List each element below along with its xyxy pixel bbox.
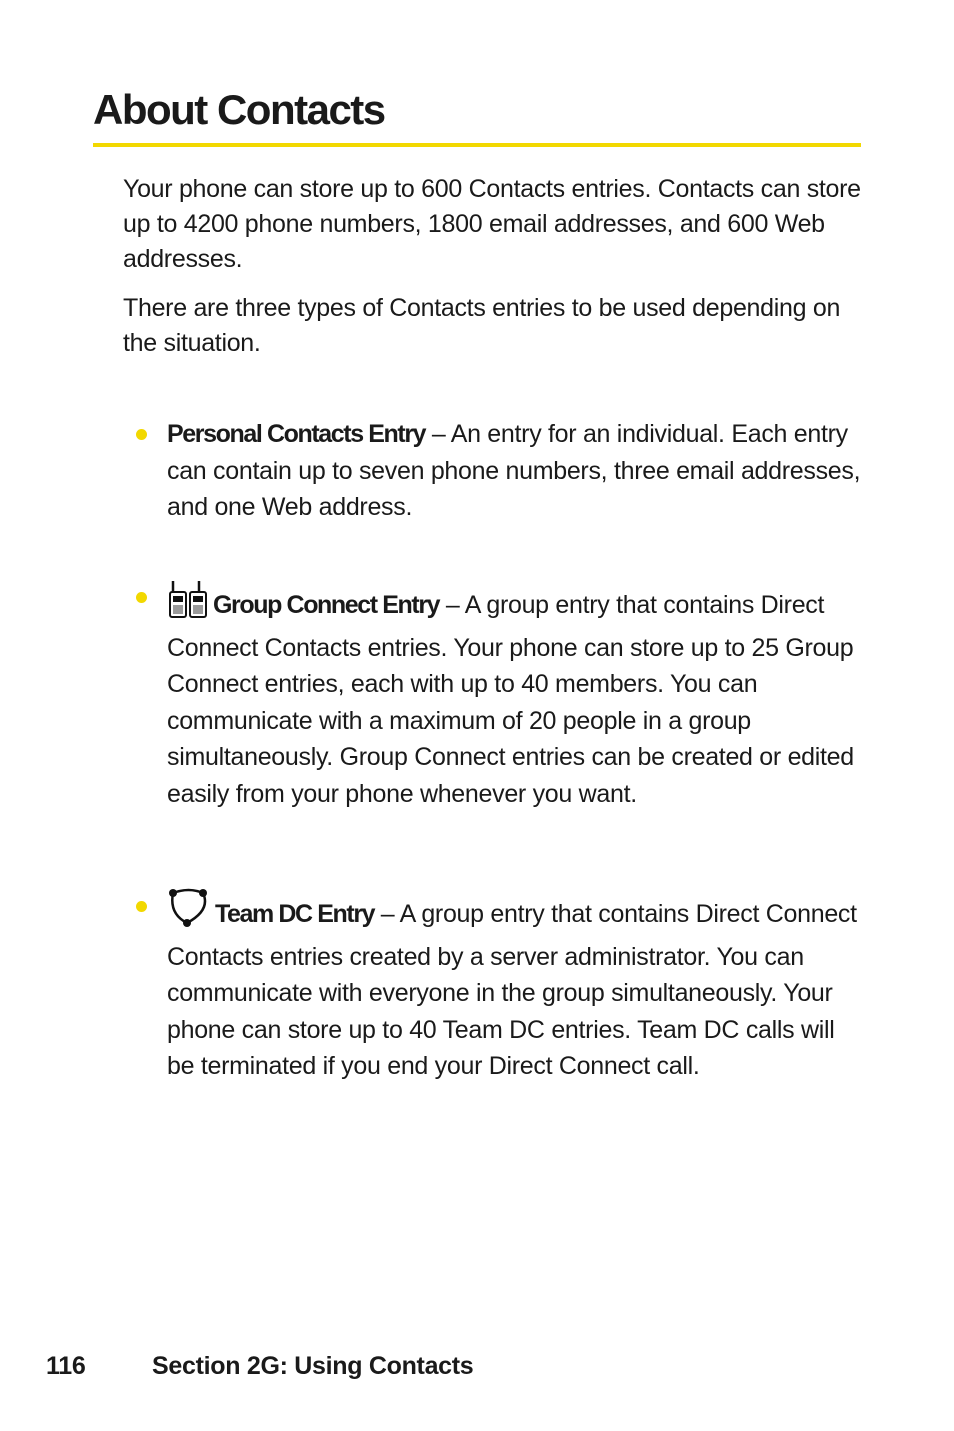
entry-term: Personal Contacts Entry	[167, 420, 426, 448]
entry-description: – A group entry that contains Direct Connect Contacts entries created by a server administrator. You can communicate with everyone in the group simultaneously. Your phone can store up to 40 Team DC entries. Team DC calls will be terminated if you end your Direct Connect call.	[167, 900, 857, 1080]
intro-section	[123, 172, 863, 375]
entry-term: Team DC Entry	[215, 900, 375, 928]
page-number: 116	[46, 1352, 86, 1380]
intro-paragraph-2: There are three types of Contacts entries to be used depending on the situation.	[123, 294, 841, 357]
entry-description: – A group entry that contains Direct Connect Contacts entries. Your phone can store up to 25 Group Connect entries, each with up to 40 members. You can communicate with a maximum of 20 people in a group simultaneously. Group Connect entries can be created or edited easily from your phone whenever you want.	[167, 591, 854, 808]
list-item-group-connect	[167, 579, 867, 812]
bullet-dot-icon	[136, 901, 147, 912]
list-item-team-dc	[167, 888, 867, 1085]
intro-paragraph-1: Your phone can store up to 600 Contacts entries. Contacts can store up to 4200 phone numbers, 1800 email addresses, and 600 Web addresses.	[123, 175, 861, 273]
section-title: Section 2G: Using Contacts	[152, 1352, 474, 1380]
page-title: About Contacts	[93, 86, 385, 133]
team-network-icon	[167, 888, 211, 939]
title-underline	[93, 143, 861, 147]
bullet-dot-icon	[136, 592, 147, 603]
walkie-talkies-icon	[167, 579, 209, 630]
entry-term: Group Connect Entry	[213, 591, 440, 619]
bullet-dot-icon	[136, 429, 147, 440]
list-item-personal-contacts	[167, 416, 867, 526]
entry-description: – An entry for an individual. Each entry can contain up to seven phone numbers, three email addresses, and one Web address.	[167, 420, 861, 521]
